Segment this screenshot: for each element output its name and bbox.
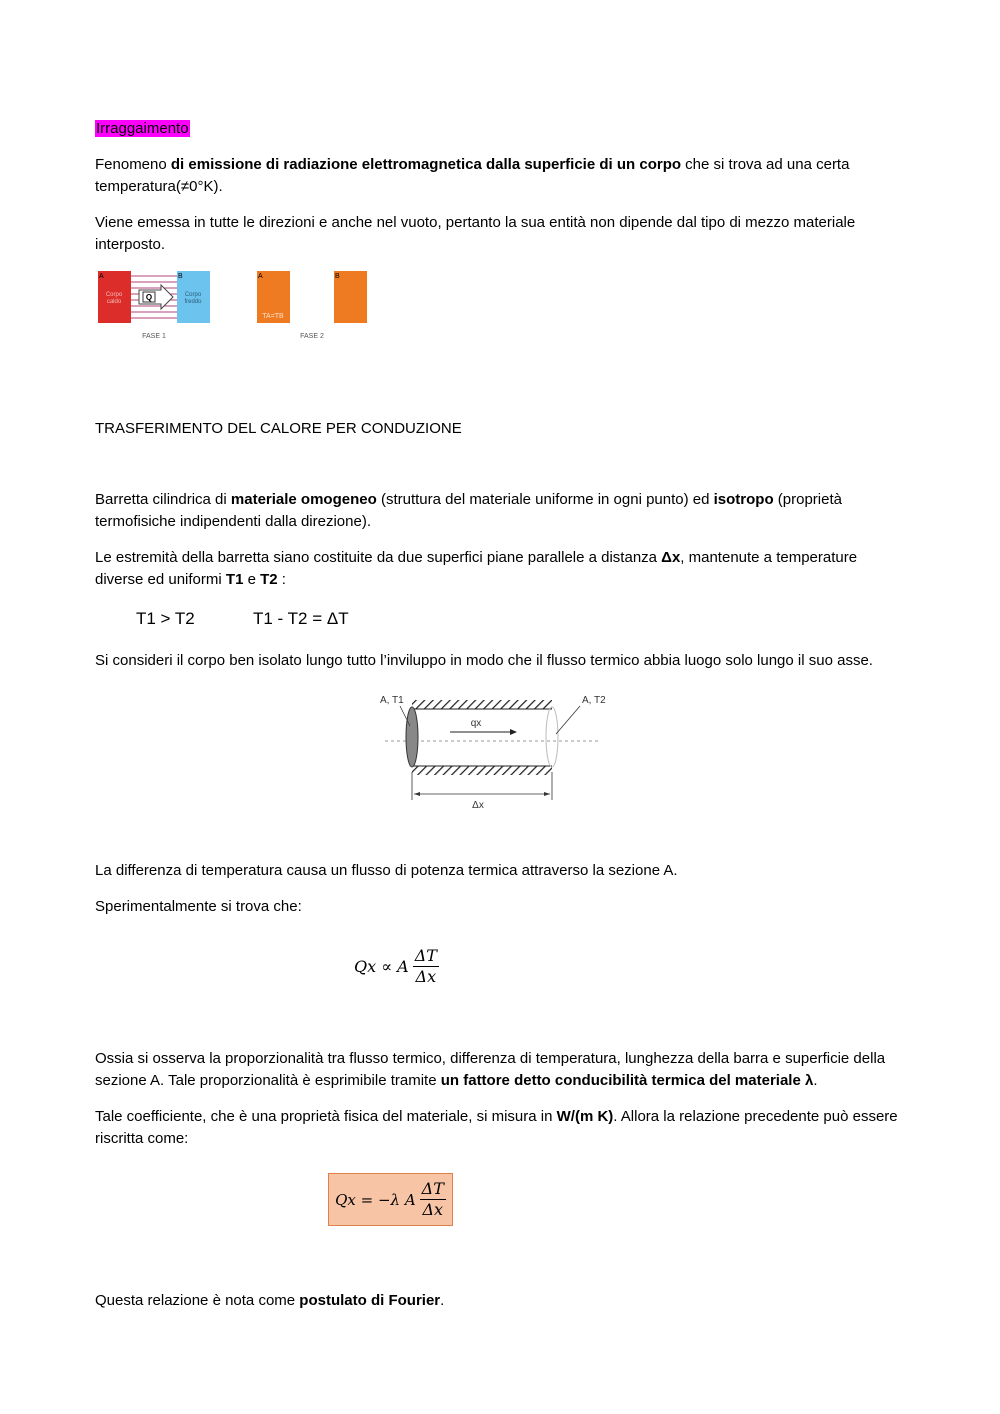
temperature-difference: T1 - T2 = ΔT: [253, 609, 349, 628]
formula-lhs: Qx = −λ A: [335, 1190, 416, 1209]
fourier-formula-box: [328, 1173, 453, 1226]
phase2-label: FASE 2: [300, 333, 324, 340]
cold-body-label: Corpo: [184, 292, 202, 298]
text-run: .: [813, 1072, 818, 1089]
length-label: Δx: [472, 800, 484, 811]
formula-lhs: Qx ∝ A: [354, 956, 409, 976]
text-run: . Allora la relazione precedente può essere riscritta come:: [95, 1108, 898, 1147]
text-run: :: [277, 571, 286, 588]
text-run: Tale coefficiente, che è una proprietà fisica del materiale, si misura in: [95, 1108, 557, 1125]
phase1-label: FASE 1: [142, 333, 166, 340]
insulation-top: [412, 700, 552, 709]
text-run: che si trova ad una certa temperatura(≠0°K).: [95, 156, 850, 195]
bold-run: di emissione di radiazione elettromagnetica dalla superficie di un corpo: [170, 156, 682, 173]
flux-arrow-icon: [510, 729, 517, 735]
highlighted-heading: Irraggaimento: [96, 120, 189, 137]
text-run: (proprietà termofisiche indipendenti dalla direzione).: [95, 491, 842, 530]
label-b: B: [178, 273, 183, 280]
bold-run: materiale omogeneo: [230, 491, 377, 508]
insulation-bottom: [412, 766, 552, 775]
text-run: Fenomeno: [95, 156, 171, 173]
bold-run: Δx: [661, 549, 681, 566]
proportionality-formula: [354, 946, 439, 987]
heat-phase-figure: [95, 268, 375, 344]
bold-run: isotropo: [713, 491, 774, 508]
label-a: A: [99, 273, 104, 280]
paragraph-definition: [95, 154, 905, 198]
paragraph-proportionality: [95, 1048, 905, 1092]
bold-run: W/(m K): [556, 1108, 614, 1125]
flux-label: qx: [470, 718, 482, 729]
left-section-label: A, T1: [380, 695, 404, 706]
bold-run: T1: [225, 571, 244, 588]
text-run: Barretta cilindrica di: [95, 491, 231, 508]
bold-run: T2: [260, 571, 278, 588]
paragraph-emission: Viene emessa in tutte le direzioni e anche nel vuoto, pertanto la sua entità non dipende dal tipo di mezzo materiale interposto.: [95, 214, 856, 253]
text-run: , mantenute a temperature diverse ed uniformi: [95, 549, 858, 588]
paragraph-fourier: [95, 1290, 905, 1312]
formula-fraction: [413, 946, 439, 987]
formula-denominator: Δx: [415, 967, 437, 986]
equal-temp-label: TA=TB: [262, 313, 284, 320]
text-run: Le estremità della barretta siano costituite da due superfici piane parallele a distanza: [95, 549, 662, 566]
bold-run: postulato di Fourier: [299, 1292, 441, 1309]
section-a-t2: [546, 707, 558, 767]
heat-label: Q: [145, 293, 153, 302]
bold-run: un fattore detto conducibilità termica del materiale λ: [440, 1072, 814, 1089]
section-a-t1: [406, 707, 418, 767]
text-run: (struttura del materiale uniforme in ogni punto) ed: [376, 491, 714, 508]
paragraph-temperature-difference: La differenza di temperatura causa un flusso di potenza termica attraverso la sezione A.: [95, 862, 678, 879]
formula-numerator: ΔT: [421, 1179, 444, 1198]
hot-body-label: caldo: [106, 299, 122, 305]
paragraph-experimental: Sperimentalmente si trova che:: [95, 898, 302, 915]
label-a: A: [258, 273, 263, 280]
text-run: .: [440, 1292, 445, 1309]
section-heading-irraggiamento: [95, 118, 905, 140]
paragraph-extremities: [95, 547, 905, 591]
formula-denominator: Δx: [422, 1200, 444, 1219]
paragraph-bar: [95, 489, 905, 533]
text-run: e: [243, 571, 261, 588]
formula-numerator: ΔT: [414, 946, 437, 965]
paragraph-insulated: Si consideri il corpo ben isolato lungo tutto l’inviluppo in modo che il flusso termico abbia luogo solo lungo il suo asse.: [95, 652, 873, 669]
conduction-bar-figure: [370, 686, 620, 816]
label-b: B: [335, 273, 340, 280]
inequality-t1-t2: T1 > T2: [136, 609, 195, 628]
text-run: Questa relazione è nota come: [95, 1292, 300, 1309]
hot-body-label: Corpo: [105, 292, 123, 298]
text-run: Ossia si osserva la proporzionalità tra flusso termico, differenza di temperatura, lunghezza della barra e superficie della sezione A. Tale proporzionalità è esprimibile tramite: [95, 1050, 886, 1089]
right-section-label: A, T2: [582, 695, 606, 706]
paragraph-coefficient: [95, 1106, 905, 1150]
formula-fraction: [420, 1179, 446, 1220]
section-heading-conduction: TRASFERIMENTO DEL CALORE PER CONDUZIONE: [95, 420, 462, 437]
cold-body-label: freddo: [184, 299, 202, 305]
